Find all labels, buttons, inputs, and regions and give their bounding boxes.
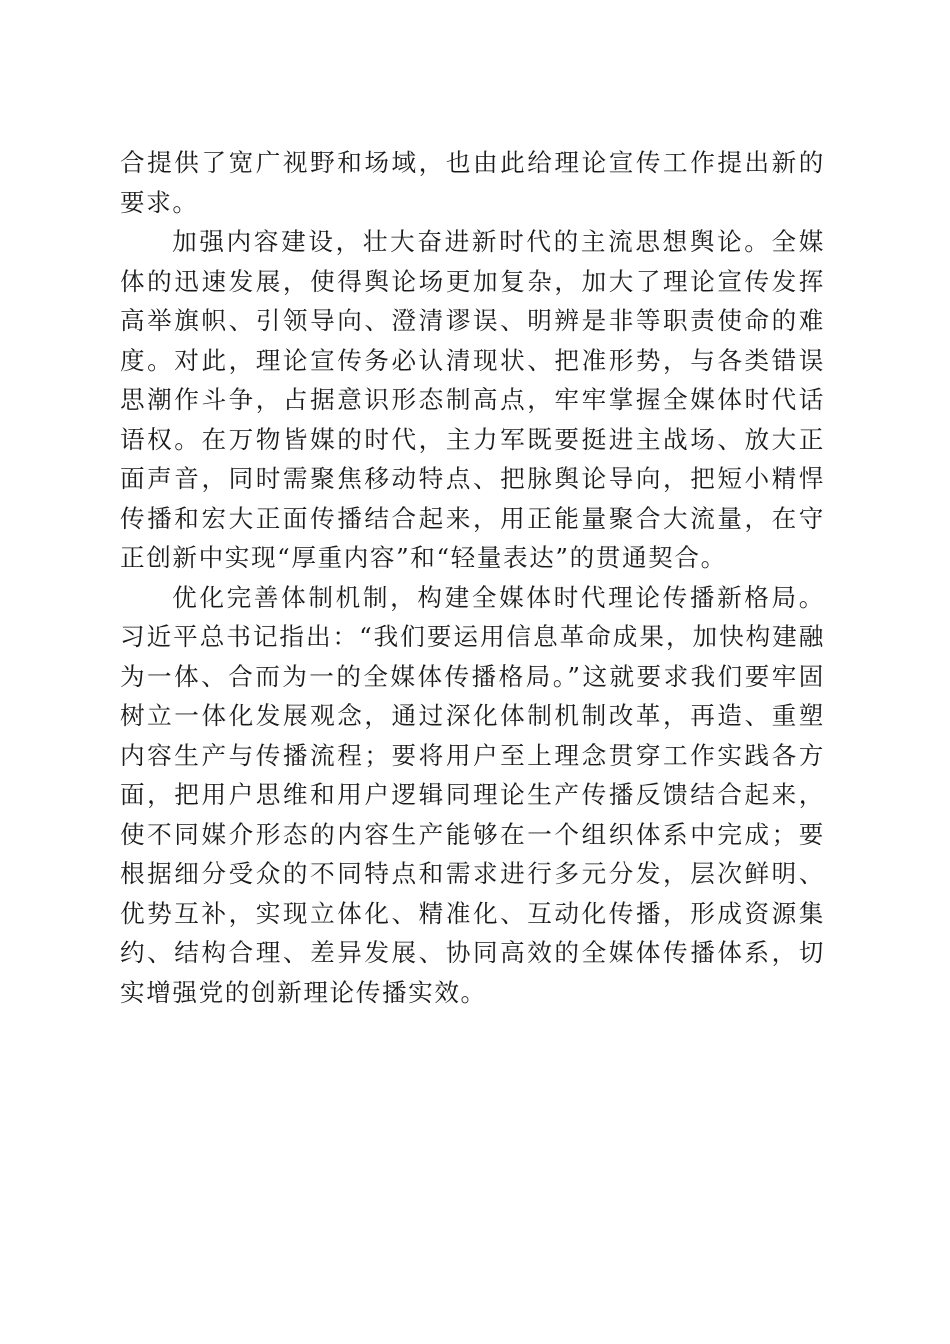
document-body bbox=[120, 143, 825, 1012]
paragraph-institutional-mechanism: 优化完善体制机制，构建全媒体时代理论传播新格局。习近平总书记指出：“我们要运用信息革命成果，加快构建融为一体、合而为一的全媒体传播格局。”这就要求我们要牢固树立一体化发展观念，通过深化体制机制改革，再造、重塑内容生产与传播流程；要将用户至上理念贯穿工作实践各方面，把用户思维和用户逻辑同理论生产传播反馈结合起来，使不同媒介形态的内容生产能够在一个组织体系中完成；要根据细分受众的不同特点和需求进行多元分发，层次鲜明、优势互补，实现立体化、精准化、互动化传播，形成资源集约、结构合理、差异发展、协同高效的全媒体传播体系，切实增强党的创新理论传播实效。 bbox=[120, 582, 825, 1007]
paragraph-content-building: 加强内容建设，壮大奋进新时代的主流思想舆论。全媒体的迅速发展，使得舆论场更加复杂，加大了理论宣传发挥高举旗帜、引领导向、澄清谬误、明辨是非等职责使命的难度。对此，理论宣传务必认清现状、把准形势，与各类错误思潮作斗争，占据意识形态制高点，牢牢掌握全媒体时代话语权。在万物皆媒的时代，主力军既要挺进主战场、放大正面声音，同时需聚焦移动特点、把脉舆论导向，把短小精悍传播和宏大正面传播结合起来，用正能量聚合大流量，在守正创新中实现“厚重内容”和“轻量表达”的贯通契合。 bbox=[120, 227, 825, 572]
paragraph-continuation: 合提供了宽广视野和场域，也由此给理论宣传工作提出新的要求。 bbox=[120, 148, 825, 217]
